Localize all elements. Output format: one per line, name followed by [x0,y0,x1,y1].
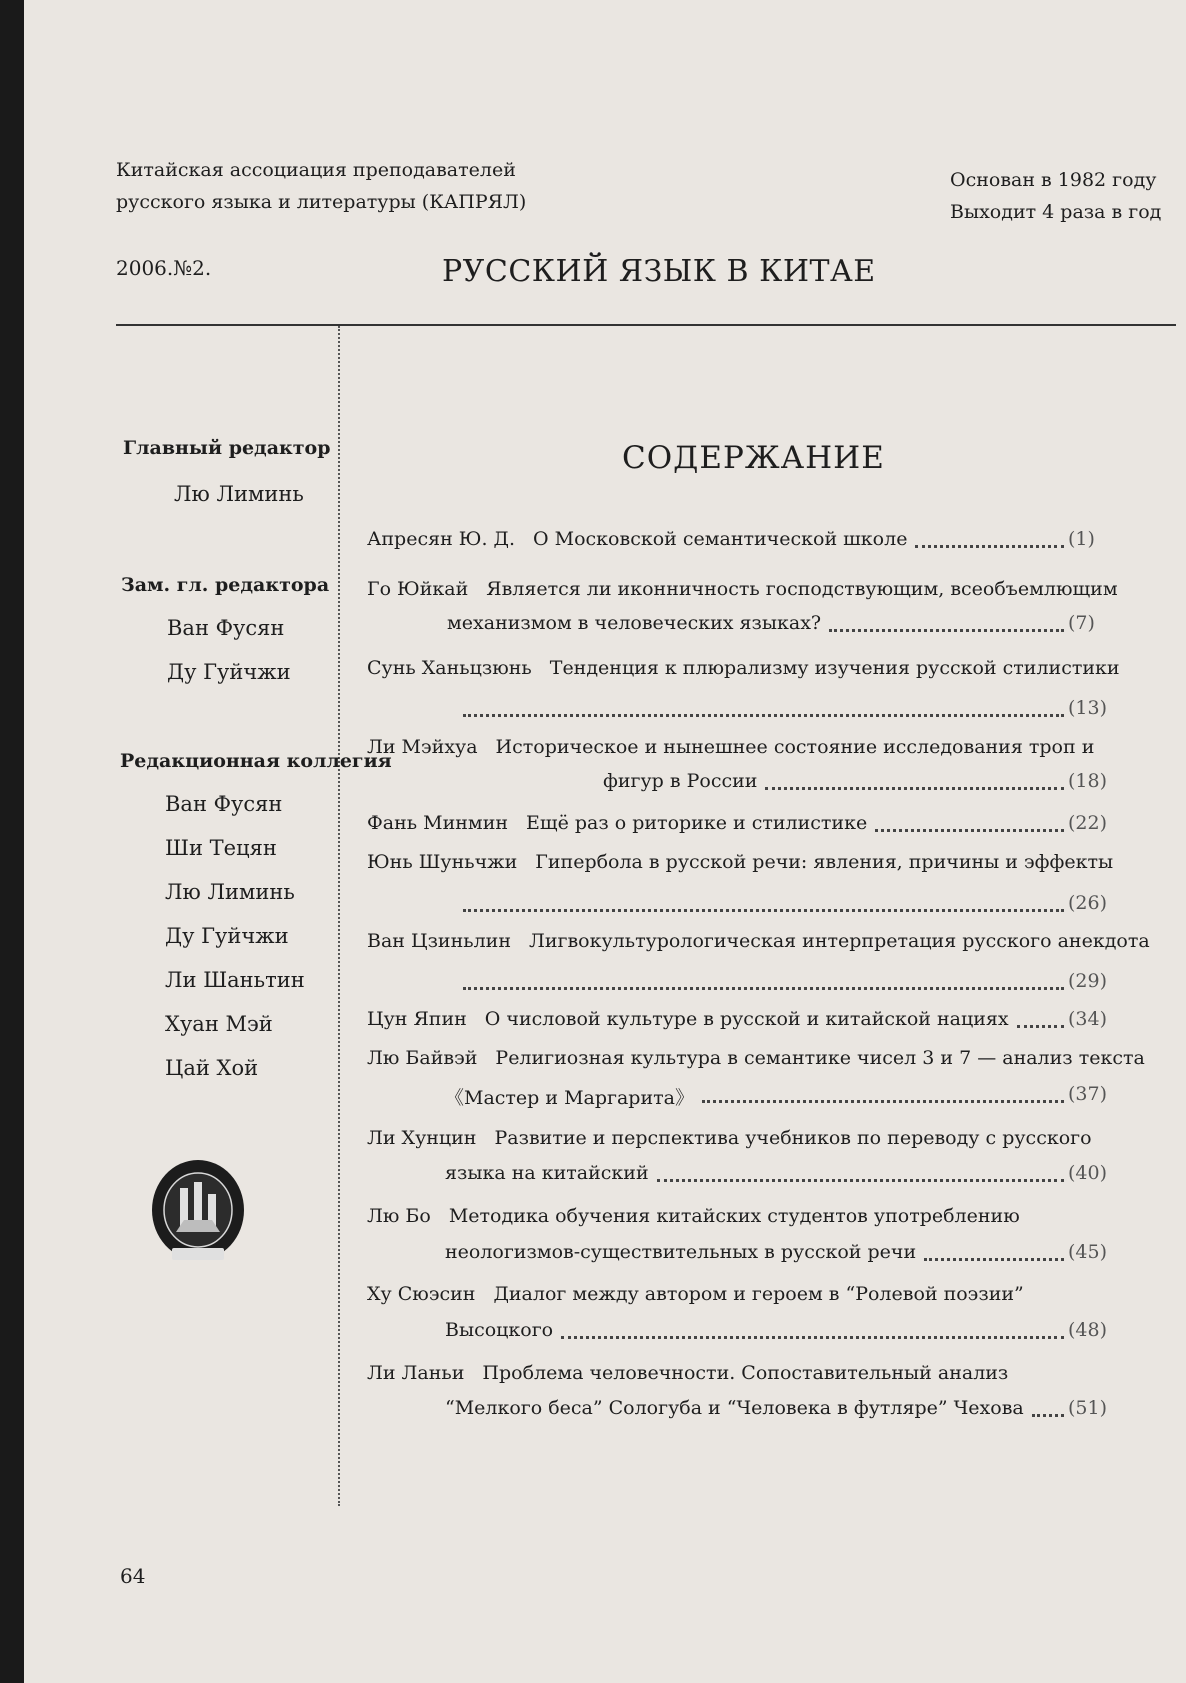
board-member: Лю Лиминь [165,880,295,904]
board-member: Ли Шаньтин [165,968,305,992]
toc-title: Лигвокультурологическая интерпретация русского анекдота [529,930,1150,952]
toc-page-number: (34) [1068,1008,1108,1030]
toc-entry [367,528,907,550]
toc-title: Религиозная культура в семантике чисел 3 и 7 — анализ текста [495,1047,1145,1069]
toc-page-number: (29) [1068,970,1108,992]
toc-title: Является ли иконничность господствующим, всеобъемлющим [486,578,1118,600]
toc-entry [367,657,1120,679]
toc-page-number: (26) [1068,892,1108,914]
toc-author: Ли Хунцин [367,1127,477,1149]
column-divider [338,326,340,1506]
founded-text: Основан в 1982 году [950,169,1157,191]
toc-page-number: (13) [1068,697,1108,719]
toc-page-number: (1) [1068,528,1095,550]
deputy-editor-heading: Зам. гл. редактора [121,574,330,596]
toc-author: Ху Сюэсин [367,1283,476,1305]
toc-author: Юнь Шуньчжи [367,851,518,873]
toc-author: Лю Бо [367,1205,431,1227]
toc-author: Апресян Ю. Д. [367,528,516,550]
toc-title: Методика обучения китайских студентов употреблению [448,1205,1020,1227]
header-rule [116,324,1176,326]
toc-dot-leader [463,909,1064,912]
toc-title: Ещё раз о риторике и стилистике [526,812,868,834]
toc-author: Сунь Ханьцзюнь [367,657,532,679]
toc-dot-leader [463,987,1064,990]
toc-title-continued: “Мелкого беса” Сологуба и “Человека в футляре” Чехова [445,1397,1024,1419]
toc-author: Ван Цзиньлин [367,930,511,952]
toc-page-number: (45) [1068,1241,1108,1263]
toc-title-continued: 《Мастер и Маргарита》 [445,1087,694,1109]
toc-title: Тенденция к плюрализму изучения русской стилистики [549,657,1120,679]
publisher-block [116,154,526,218]
toc-page-number: (7) [1068,612,1095,634]
toc-title-continued: механизмом в человеческих языках? [447,612,822,634]
board-member: Ши Тецян [165,836,277,860]
toc-entry [367,812,867,834]
toc-entry [367,930,1150,952]
toc-page-number: (37) [1068,1083,1108,1105]
toc-title: О числовой культуре в русской и китайской нациях [484,1008,1009,1030]
toc-entry [367,1047,1145,1069]
toc-entry [367,851,1113,873]
toc-title: Развитие и перспектива учебников по переводу с русского [494,1127,1092,1149]
toc-dot-leader [657,1179,1064,1182]
deputy-editor-name: Ван Фусян [167,616,285,640]
toc-dot-leader [1032,1414,1064,1417]
toc-title: Историческое и нынешнее состояние исследования троп и [495,736,1095,758]
toc-author: Цун Япин [367,1008,467,1030]
toc-author: Фань Минмин [367,812,509,834]
toc-author: Го Юйкай [367,578,469,600]
toc-author: Ли Ланьи [367,1362,465,1384]
toc-dot-leader [829,629,1064,632]
chief-editor-name: Лю Лиминь [174,482,304,506]
toc-page-number: (51) [1068,1397,1108,1419]
toc-page-number: (40) [1068,1162,1108,1184]
toc-entry [367,1283,1024,1305]
toc-dot-leader [875,829,1064,832]
toc-title: О Московской семантической школе [533,528,908,550]
editorial-board-heading: Редакционная коллегия [120,750,392,772]
toc-title: Диалог между автором и героем в “Ролевой поэзии” [493,1283,1024,1305]
deputy-editor-name: Ду Гуйчжи [167,660,291,684]
toc-page-number: (22) [1068,812,1108,834]
toc-title-continued: Высоцкого [445,1319,554,1341]
toc-dot-leader [924,1258,1064,1261]
toc-dot-leader [765,787,1064,790]
issue-number: 2006.№2. [116,256,212,280]
toc-title-continued: языка на китайский [445,1162,649,1184]
toc-dot-leader [1017,1025,1064,1028]
toc-dot-leader [702,1100,1064,1103]
toc-dot-leader [915,545,1064,548]
toc-entry [367,1008,1009,1030]
publisher-logo-icon [150,1158,246,1270]
page-number: 64 [120,1564,146,1588]
toc-entry [367,1362,1008,1384]
toc-entry [367,1127,1092,1149]
toc-dot-leader [561,1336,1064,1339]
board-member: Ду Гуйчжи [165,924,289,948]
toc-entry [367,736,1094,758]
toc-entry [367,578,1118,600]
toc-title: Проблема человечности. Сопоставительный анализ [482,1362,1009,1384]
frequency-text: Выходит 4 раза в год [950,201,1162,223]
toc-title-continued: фигур в России [603,770,758,792]
publisher-line-2: русского языка и литературы (КАПРЯЛ) [116,191,527,213]
toc-author: Лю Байвэй [367,1047,478,1069]
board-member: Хуан Мэй [165,1012,273,1036]
chief-editor-heading: Главный редактор [123,437,331,459]
journal-title: РУССКИЙ ЯЗЫК В КИТАЕ [442,254,876,289]
toc-entry [367,1205,1020,1227]
toc-title: Гипербола в русской речи: явления, причины и эффекты [535,851,1114,873]
board-member: Цай Хой [165,1056,259,1080]
toc-page-number: (18) [1068,770,1108,792]
toc-author: Ли Мэйхуа [367,736,478,758]
toc-title-continued: неологизмов-существительных в русской речи [445,1241,917,1263]
publisher-line-1: Китайская ассоциация преподавателей [116,159,516,181]
board-member: Ван Фусян [165,792,283,816]
publication-info [950,164,1161,228]
toc-page-number: (48) [1068,1319,1108,1341]
toc-dot-leader [463,714,1064,717]
journal-page [24,0,1186,1683]
contents-title: СОДЕРЖАНИЕ [622,440,885,476]
